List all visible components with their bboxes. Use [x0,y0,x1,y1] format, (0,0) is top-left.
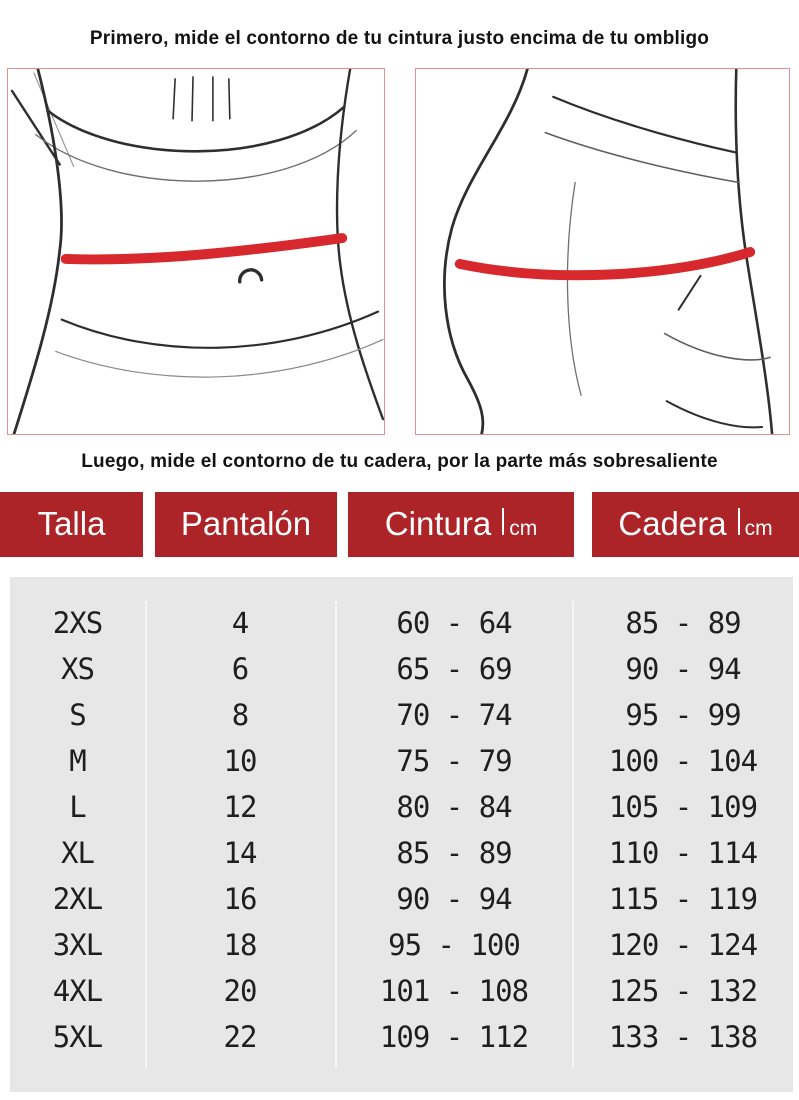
table-row [10,876,793,922]
front-torso-illustration [8,69,384,434]
header-cintura [348,492,574,557]
cell-pantalon: 4 [231,606,249,640]
cell-cadera: 105 - 109 [608,790,758,824]
header-cadera [592,492,799,557]
header-talla [0,492,143,557]
cell-pantalon: 16 [223,882,257,916]
cell-pantalon: 8 [231,698,249,732]
size-table-rows [10,600,793,1060]
cell-cadera: 85 - 89 [625,606,741,640]
cell-talla: M [69,744,86,778]
cell-pantalon: 14 [223,836,257,870]
cell-cintura: 80 - 84 [396,790,512,824]
table-row [10,692,793,738]
cell-pantalon: 18 [223,928,257,962]
header-cadera-unit: cm [744,517,773,540]
cell-pantalon: 12 [223,790,257,824]
cell-cintura: 65 - 69 [396,652,512,686]
cell-cadera: 120 - 124 [608,928,758,962]
table-row [10,922,793,968]
cell-talla: 2XS [52,606,103,640]
hip-instruction-text: Luego, mide el contorno de tu cadera, por la parte más sobresaliente [81,451,718,472]
header-pantalon [155,492,337,557]
hip-measure-line [460,252,750,275]
cell-talla: 2XL [52,882,103,916]
table-row [10,830,793,876]
cell-pantalon: 10 [223,744,257,778]
table-row [10,738,793,784]
cell-pantalon: 6 [231,652,249,686]
cell-cintura: 60 - 64 [396,606,512,640]
unit-separator-bar [738,508,740,535]
cell-cintura: 90 - 94 [396,882,512,916]
size-table-body [10,577,793,1092]
header-cadera-label: Cadera [618,505,727,542]
cell-cintura: 85 - 89 [396,836,512,870]
cell-cintura: 109 - 112 [379,1020,529,1054]
cell-talla: 3XL [52,928,103,962]
cell-cadera: 133 - 138 [608,1020,758,1054]
cell-cintura: 101 - 108 [379,974,529,1008]
cell-talla: XL [61,836,94,870]
cell-cadera: 90 - 94 [625,652,741,686]
table-row [10,1014,793,1060]
waist-instruction-text: Primero, mide el contorno de tu cintura justo encima de tu ombligo [89,28,710,49]
cell-cadera: 110 - 114 [608,836,758,870]
hip-measurement-diagram [415,68,790,435]
side-hip-illustration [416,69,789,434]
header-talla-label: Talla [37,505,106,542]
cell-cadera: 115 - 119 [608,882,758,916]
table-row [10,600,793,646]
header-cintura-label: Cintura [384,505,492,542]
table-row [10,968,793,1014]
cell-cadera: 95 - 99 [625,698,741,732]
cell-pantalon: 20 [223,974,257,1008]
cell-talla: XS [61,652,94,686]
header-cintura-unit: cm [509,517,538,540]
unit-separator-bar [502,508,504,535]
cell-cintura: 70 - 74 [396,698,512,732]
cell-pantalon: 22 [223,1020,257,1054]
table-row [10,784,793,830]
cell-cadera: 125 - 132 [608,974,758,1008]
cell-talla: L [69,790,86,824]
table-row [10,646,793,692]
cell-talla: S [69,698,86,732]
waist-measure-line [66,238,342,259]
waist-measurement-diagram [7,68,385,435]
cell-cintura: 95 - 100 [388,928,520,962]
cell-cadera: 100 - 104 [608,744,758,778]
size-table-header [0,492,799,557]
header-pantalon-label: Pantalón [180,505,312,542]
cell-talla: 5XL [52,1020,103,1054]
cell-cintura: 75 - 79 [396,744,512,778]
cell-talla: 4XL [52,974,103,1008]
